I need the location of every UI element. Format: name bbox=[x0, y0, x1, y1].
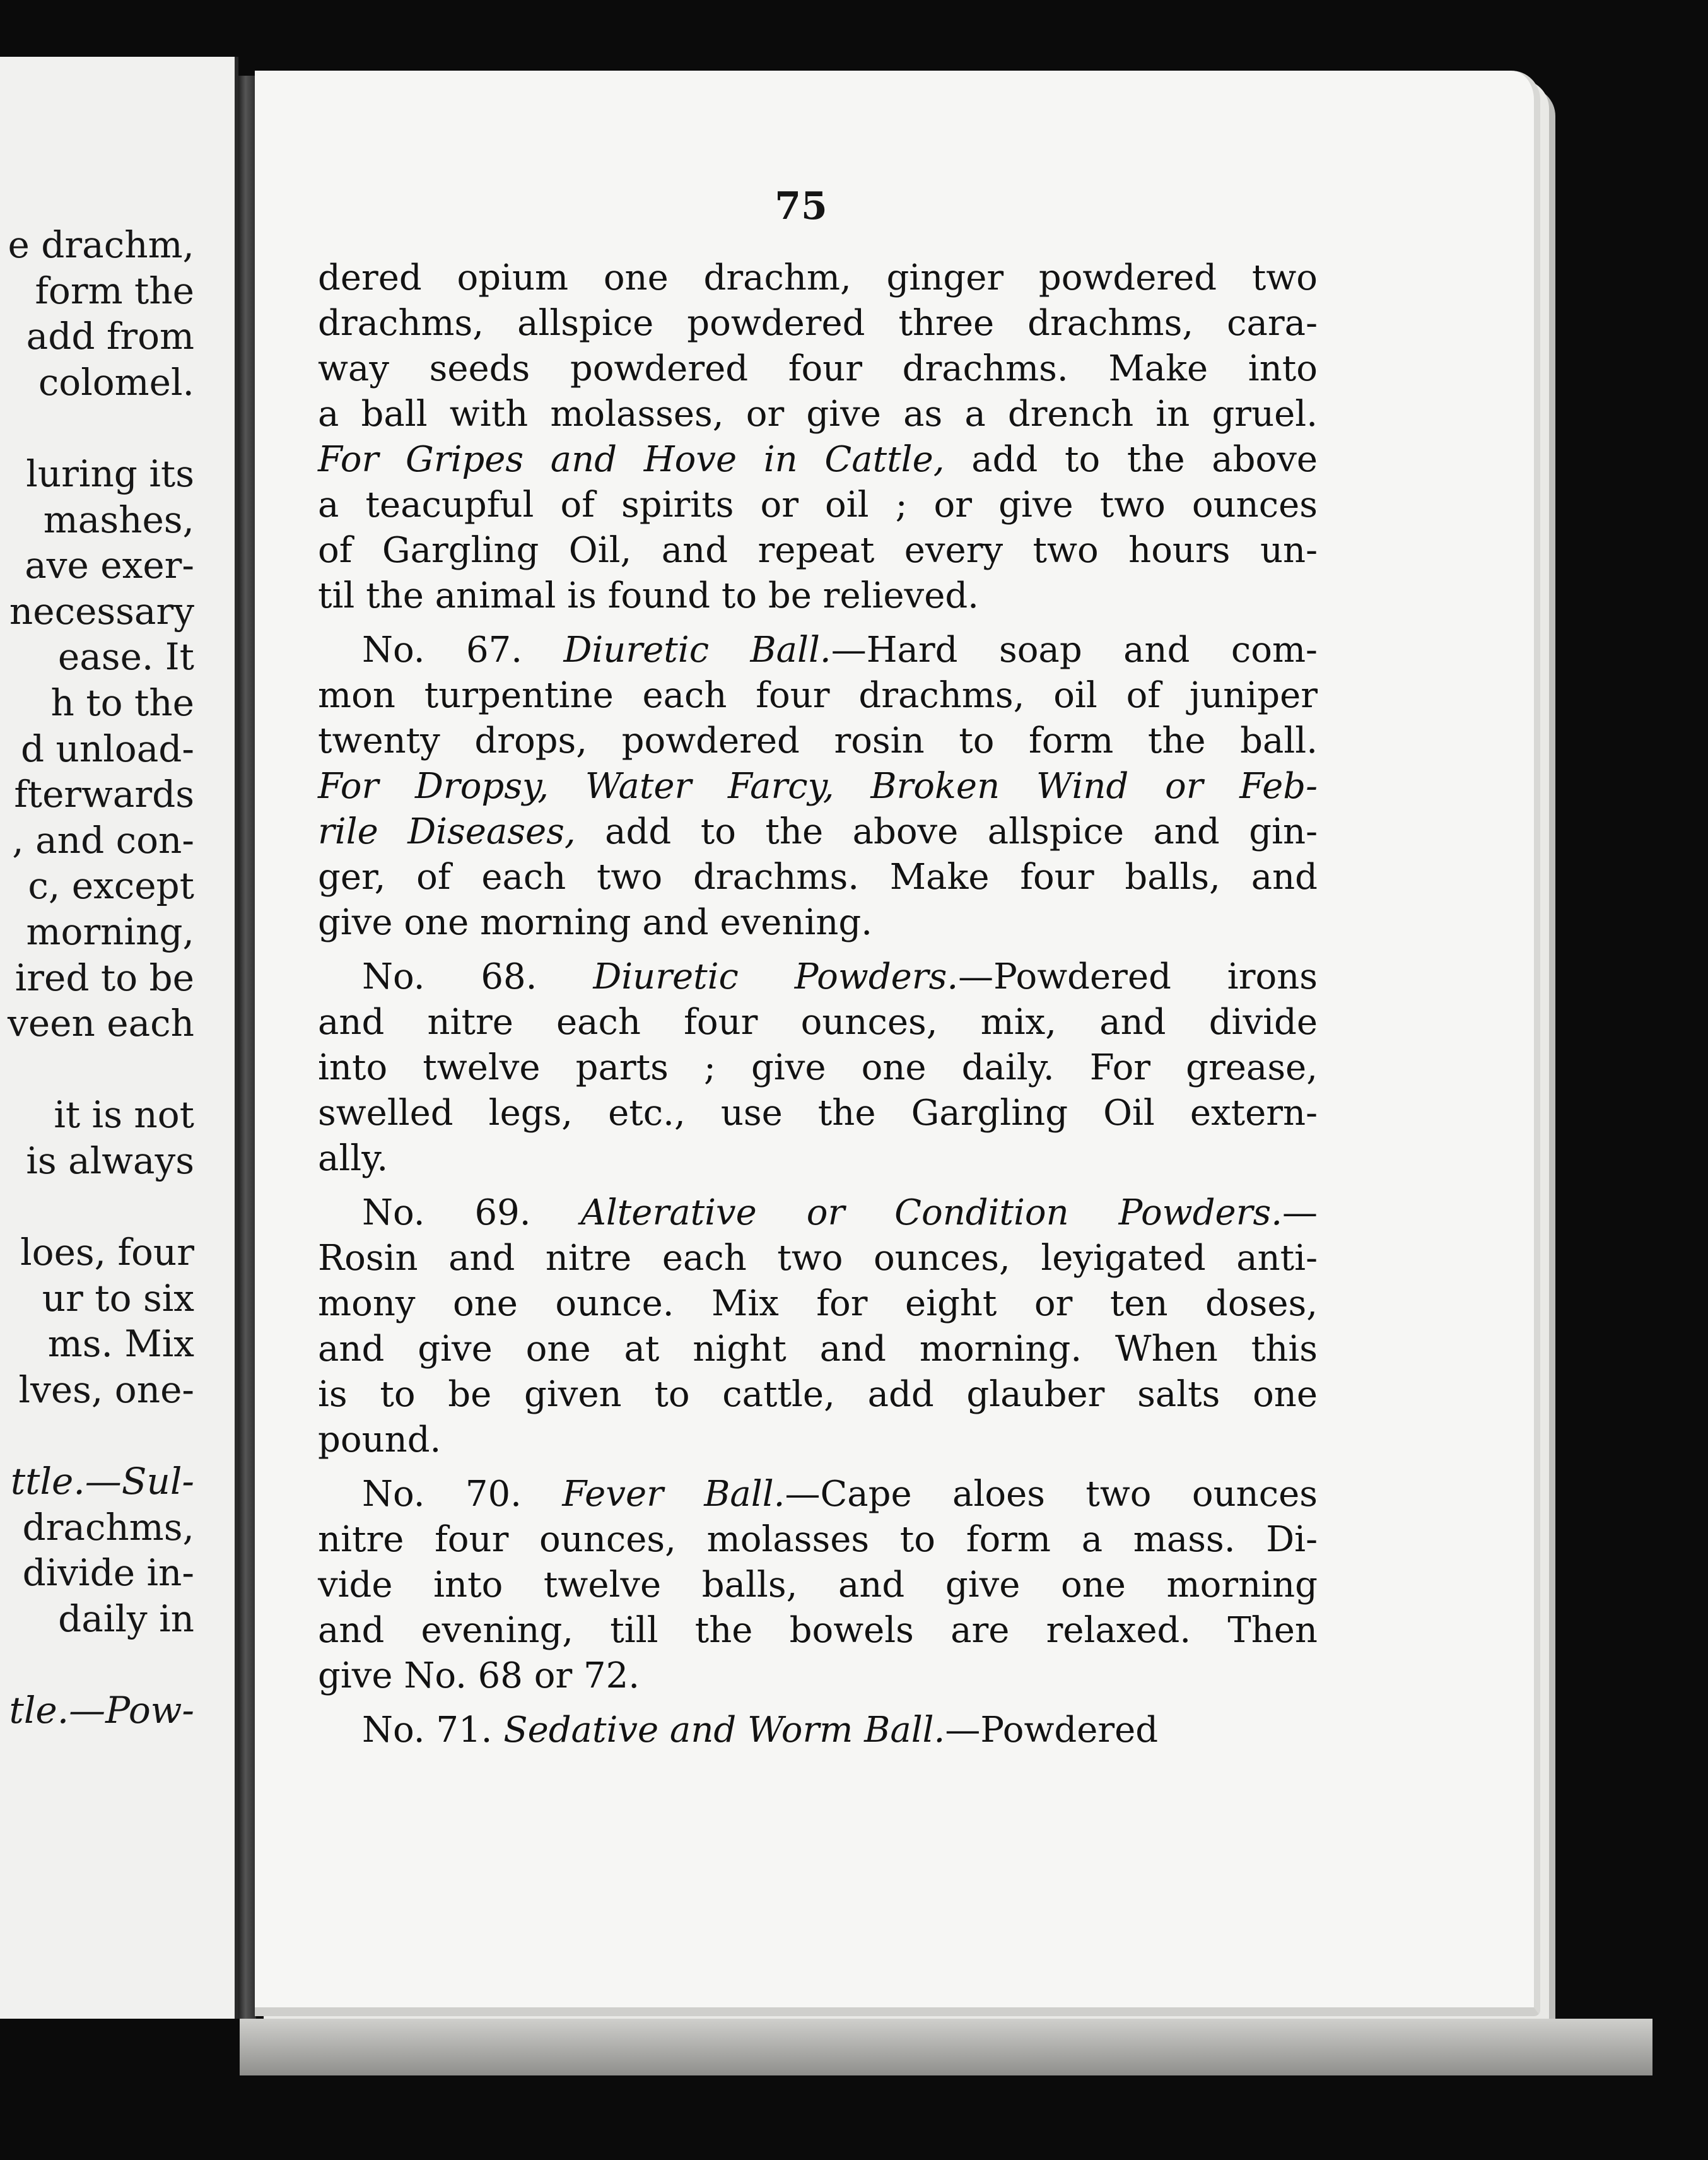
text-run: No. 68. bbox=[362, 956, 594, 997]
text-line bbox=[318, 954, 1318, 1000]
left-page-line: it is not bbox=[54, 1093, 194, 1137]
text-line bbox=[318, 1190, 1318, 1236]
left-page-line: ms. Mix bbox=[47, 1322, 194, 1366]
paragraph bbox=[318, 628, 1318, 946]
left-page-line: loes, four bbox=[20, 1231, 194, 1274]
left-page-line: ired to be bbox=[15, 956, 194, 999]
text-line bbox=[318, 528, 1318, 573]
text-run: give one morning and evening. bbox=[318, 902, 873, 943]
text-line bbox=[318, 764, 1318, 809]
text-run: a ball with molasses, or give as a drench in gruel. bbox=[318, 394, 1318, 435]
left-page-line: morning, bbox=[26, 910, 194, 953]
page-number: 75 bbox=[775, 184, 828, 228]
text-line bbox=[318, 1281, 1318, 1327]
left-page-line: daily in bbox=[58, 1597, 194, 1640]
left-page-line: h to the bbox=[50, 681, 194, 724]
left-page-line: ur to six bbox=[42, 1276, 194, 1320]
paragraph bbox=[318, 954, 1318, 1182]
left-page-line: colomel. bbox=[38, 360, 194, 404]
text-line bbox=[318, 1000, 1318, 1045]
paragraph bbox=[318, 1708, 1318, 1753]
text-line bbox=[318, 809, 1318, 855]
text-run: —Hard soap and com- bbox=[831, 630, 1318, 671]
text-line bbox=[318, 1327, 1318, 1372]
italic-run: Diuretic Ball. bbox=[563, 630, 831, 671]
text-run: ally. bbox=[318, 1138, 389, 1179]
text-line bbox=[318, 1372, 1318, 1418]
text-run: nitre four ounces, molasses to form a mass. Di- bbox=[318, 1519, 1318, 1560]
text-run: No. 71. bbox=[362, 1710, 504, 1751]
scanner-edge bbox=[240, 2019, 1652, 2075]
text-line bbox=[318, 855, 1318, 900]
text-line bbox=[318, 1091, 1318, 1136]
italic-run: For Dropsy, Water Farcy, Broken Wind or Feb- bbox=[318, 766, 1318, 807]
text-line bbox=[318, 1653, 1318, 1699]
text-run: pound. bbox=[318, 1419, 442, 1460]
text-line bbox=[318, 1563, 1318, 1608]
text-line bbox=[318, 628, 1318, 673]
italic-run: For Gripes and Hove in Cattle, bbox=[318, 439, 945, 480]
left-page-line: lves, one- bbox=[18, 1368, 194, 1411]
text-line bbox=[318, 483, 1318, 528]
left-page-line: e drachm, bbox=[8, 223, 194, 266]
text-run: —Cape aloes two ounces bbox=[785, 1474, 1318, 1515]
text-line bbox=[318, 573, 1318, 619]
text-run: No. 67. bbox=[362, 630, 564, 671]
text-line bbox=[318, 1136, 1318, 1182]
text-run: add to the above bbox=[944, 439, 1318, 480]
left-page-line: is always bbox=[26, 1139, 194, 1182]
text-line bbox=[318, 1418, 1318, 1463]
left-page-line: divide in- bbox=[22, 1551, 194, 1595]
left-facing-page bbox=[0, 57, 238, 2019]
text-line bbox=[318, 301, 1318, 346]
text-run: —Powdered bbox=[945, 1710, 1159, 1751]
text-line bbox=[318, 1472, 1318, 1517]
text-run: and give one at night and morning. When this bbox=[318, 1329, 1318, 1370]
text-run: give No. 68 or 72. bbox=[318, 1655, 640, 1696]
text-run: a teacupful of spirits or oil ; or give two ounces bbox=[318, 484, 1318, 525]
text-run: —Powdered irons bbox=[958, 956, 1318, 997]
text-run: ger, of each two drachms. Make four balls, and bbox=[318, 857, 1318, 898]
left-page-line: tle.—Pow- bbox=[9, 1689, 194, 1732]
left-page-line: , and con- bbox=[12, 818, 194, 862]
text-line bbox=[318, 437, 1318, 483]
left-page-line: add from bbox=[26, 315, 194, 358]
text-run: — bbox=[1282, 1192, 1318, 1233]
left-page-line: ease. It bbox=[57, 635, 194, 679]
italic-run: Alterative or Condition Powders. bbox=[580, 1192, 1282, 1233]
left-page-line: mashes, bbox=[43, 498, 194, 541]
text-run: of Gargling Oil, and repeat every two hours un- bbox=[318, 530, 1318, 571]
text-run: Rosin and nitre each two ounces, leyigated anti- bbox=[318, 1238, 1318, 1279]
left-page-line: d unload- bbox=[20, 727, 194, 770]
left-page-line: drachms, bbox=[22, 1505, 194, 1549]
text-run: swelled legs, etc., use the Gargling Oil extern- bbox=[318, 1093, 1318, 1134]
text-line bbox=[318, 346, 1318, 392]
left-page-line: fterwards bbox=[14, 773, 194, 816]
text-run: mon turpentine each four drachms, oil of juniper bbox=[318, 675, 1318, 716]
paragraph bbox=[318, 1472, 1318, 1699]
text-run: and evening, till the bowels are relaxed. Then bbox=[318, 1610, 1318, 1651]
text-block bbox=[318, 255, 1318, 1762]
text-run: drachms, allspice powdered three drachms, cara- bbox=[318, 303, 1318, 344]
italic-run: Fever Ball. bbox=[562, 1474, 785, 1515]
left-page-line: necessary bbox=[9, 589, 194, 633]
text-line bbox=[318, 1708, 1318, 1753]
left-page-line: c, except bbox=[28, 864, 194, 908]
text-run: No. 70. bbox=[362, 1474, 563, 1515]
text-run: add to the above allspice and gin- bbox=[575, 811, 1318, 852]
text-line bbox=[318, 673, 1318, 719]
italic-run: rile Diseases, bbox=[318, 811, 576, 852]
text-line bbox=[318, 1045, 1318, 1091]
text-line bbox=[318, 1608, 1318, 1653]
text-line bbox=[318, 1517, 1318, 1563]
left-page-line: form the bbox=[35, 269, 194, 312]
italic-run: Diuretic Powders. bbox=[593, 956, 959, 997]
text-line bbox=[318, 255, 1318, 301]
text-run: twenty drops, powdered rosin to form the ball. bbox=[318, 720, 1318, 761]
left-page-line: ave exer- bbox=[25, 544, 194, 587]
text-run: til the animal is found to be relieved. bbox=[318, 575, 979, 616]
text-run: and nitre each four ounces, mix, and divide bbox=[318, 1002, 1318, 1043]
left-page-line: ttle.—Sul- bbox=[10, 1460, 194, 1503]
text-run: is to be given to cattle, add glauber salts one bbox=[318, 1374, 1318, 1415]
left-page-line: veen each bbox=[8, 1002, 194, 1045]
text-line bbox=[318, 719, 1318, 764]
text-run: vide into twelve balls, and give one morning bbox=[318, 1564, 1318, 1605]
text-run: mony one ounce. Mix for eight or ten doses, bbox=[318, 1283, 1318, 1324]
left-page-line: luring its bbox=[26, 452, 194, 495]
text-line bbox=[318, 1236, 1318, 1281]
italic-run: Sedative and Worm Ball. bbox=[503, 1710, 945, 1751]
text-line bbox=[318, 900, 1318, 946]
text-run: way seeds powdered four drachms. Make into bbox=[318, 348, 1318, 389]
text-run: No. 69. bbox=[362, 1192, 581, 1233]
text-run: into twelve parts ; give one daily. For grease, bbox=[318, 1047, 1318, 1088]
book-gutter bbox=[238, 76, 256, 2019]
text-run: dered opium one drachm, ginger powdered two bbox=[318, 257, 1318, 298]
paragraph bbox=[318, 1190, 1318, 1463]
text-line bbox=[318, 392, 1318, 437]
paragraph bbox=[318, 255, 1318, 619]
